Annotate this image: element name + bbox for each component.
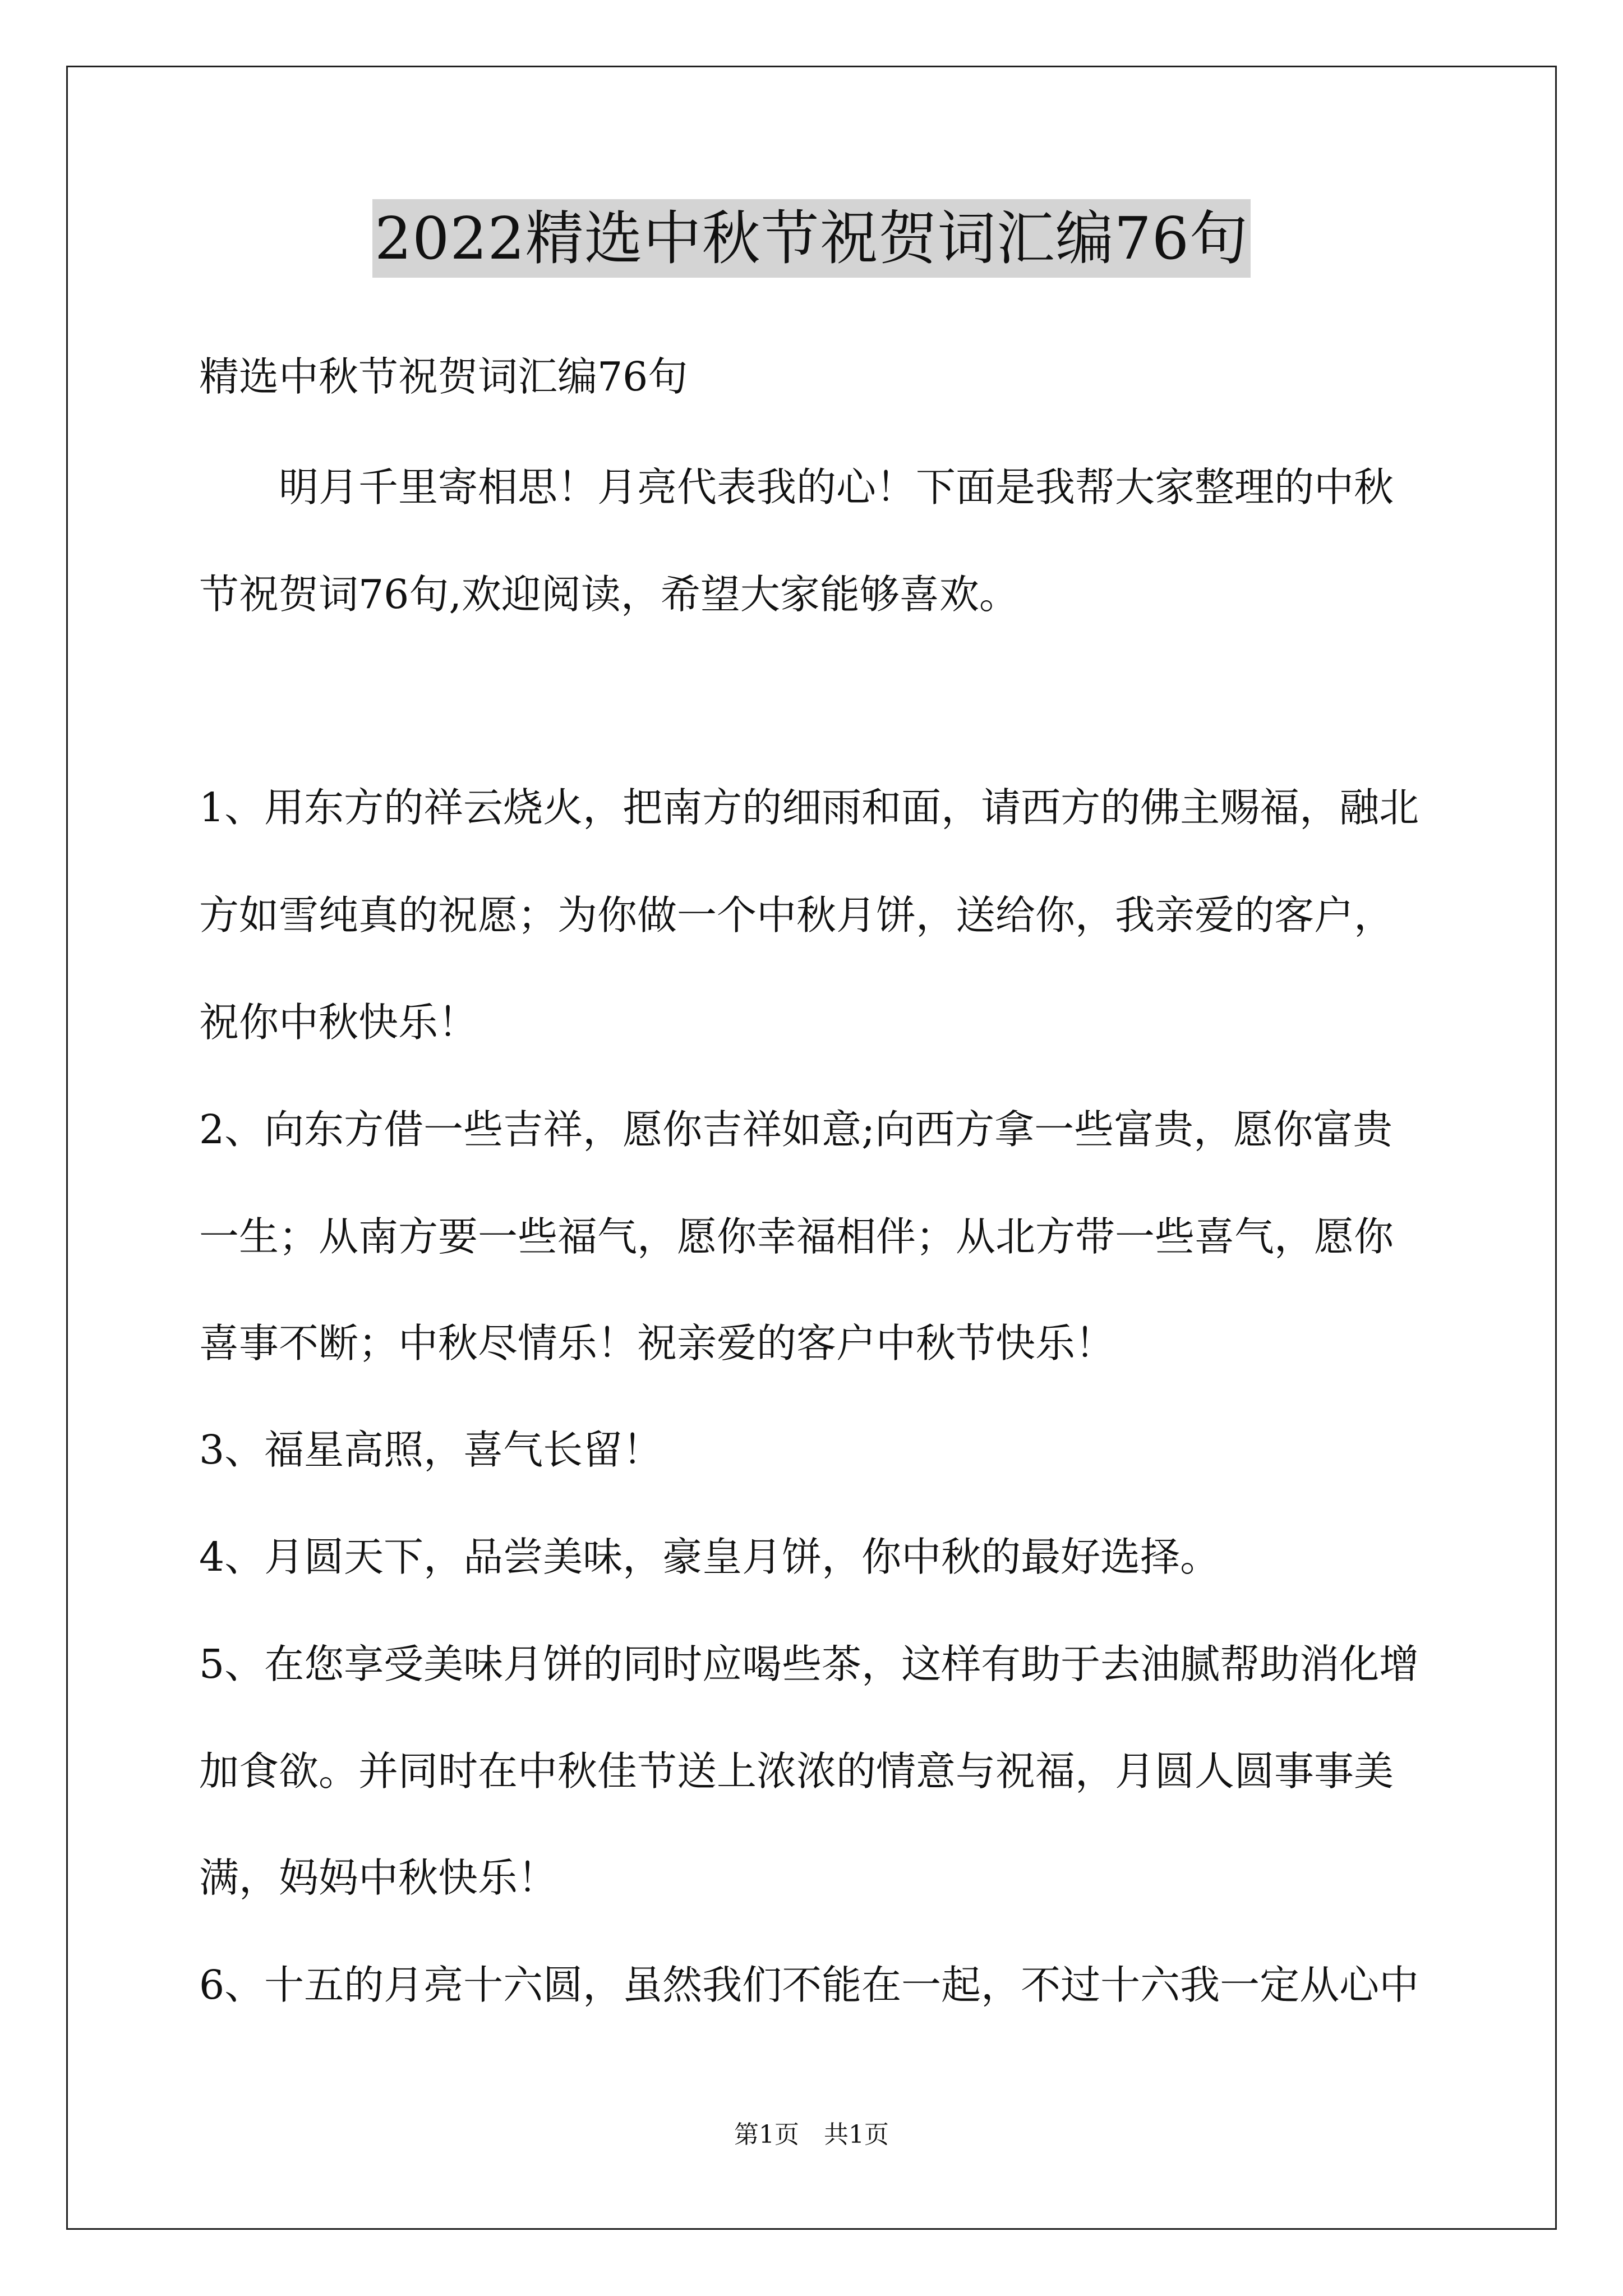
item-3-line-1: 3、福星高照，喜气长留！	[199, 1427, 663, 1473]
item-4-line-1: 4、月圆天下，品尝美味，豪皇月饼，你中秋的最好选择。	[199, 1534, 1220, 1580]
item-5-line-2: 加食欲。并同时在中秋佳节送上浓浓的情意与祝福，月圆人圆事事美	[199, 1748, 1394, 1795]
item-5-line-1: 5、在您享受美味月饼的同时应喝些茶，这样有助于去油腻帮助消化增	[199, 1641, 1419, 1687]
subtitle-line: 精选中秋节祝贺词汇编76句	[199, 353, 688, 400]
item-1-line-1: 1、用东方的祥云烧火，把南方的细雨和面，请西方的佛主赐福，融北	[199, 784, 1419, 831]
page-footer: 第1页 共1页	[734, 2120, 889, 2149]
item-1-line-3: 祝你中秋快乐！	[199, 999, 478, 1046]
item-2-line-1: 2、向东方借一些吉祥，愿你吉祥如意;向西方拿一些富贵，愿你富贵	[199, 1106, 1393, 1153]
item-2-line-3: 喜事不断；中秋尽情乐！祝亲爱的客户中秋节快乐！	[199, 1320, 1115, 1366]
item-1-line-2: 方如雪纯真的祝愿；为你做一个中秋月饼，送给你，我亲爱的客户，	[199, 892, 1394, 938]
title-container	[0, 199, 1623, 278]
intro-line-1: 明月千里寄相思！月亮代表我的心！下面是我帮大家整理的中秋	[279, 464, 1394, 510]
document-title: 2022精选中秋节祝贺词汇编76句	[372, 199, 1251, 278]
item-2-line-2: 一生；从南方要一些福气，愿你幸福相伴；从北方带一些喜气，愿你	[199, 1213, 1394, 1260]
intro-line-2: 节祝贺词76句,欢迎阅读，希望大家能够喜欢。	[199, 571, 1019, 618]
item-5-line-3: 满，妈妈中秋快乐！	[199, 1855, 558, 1901]
item-6-line-1: 6、十五的月亮十六圆，虽然我们不能在一起，不过十六我一定从心中	[199, 1962, 1419, 2008]
